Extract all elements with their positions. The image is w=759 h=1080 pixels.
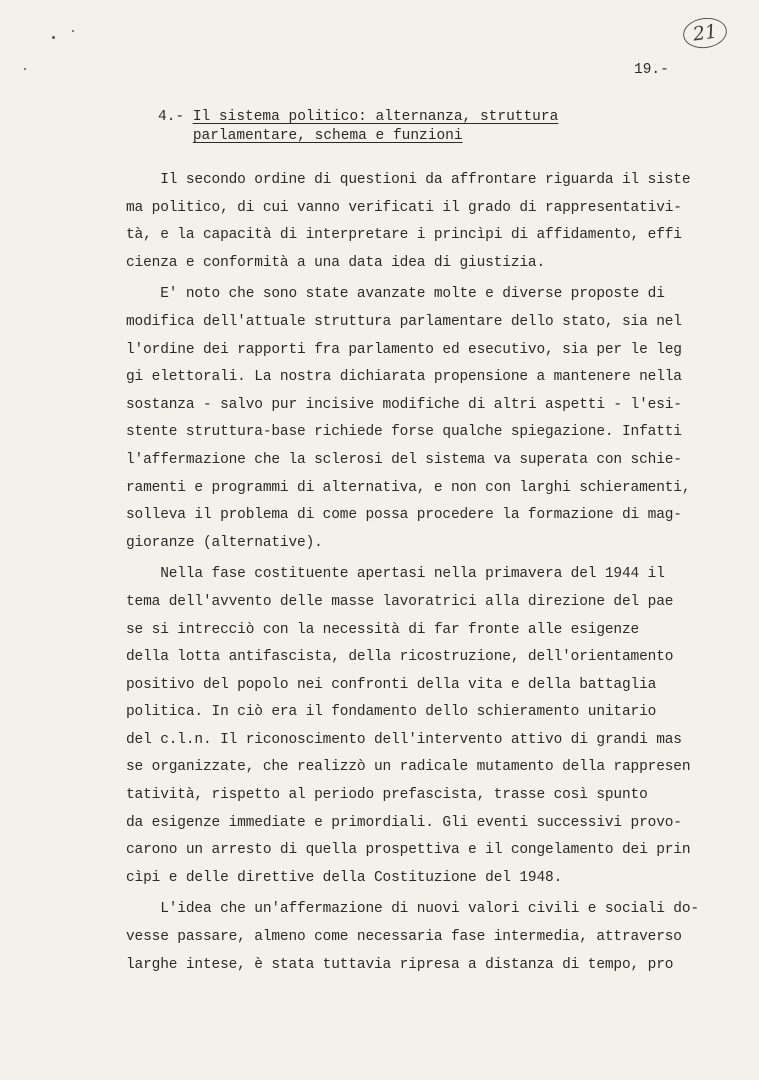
page-stamp: 21 [681, 15, 729, 51]
text-line: carono un arresto di quella prospettiva e il congelamento dei prin [126, 842, 691, 859]
text-line: Nella fase costituente apertasi nella primavera del 1944 il [126, 566, 665, 583]
text-line: sostanza - salvo pur incisive modifiche di altri aspetti - l'esi- [126, 396, 682, 413]
text-line: l'affermazione che la sclerosi del sistema va superata con schie- [126, 451, 682, 468]
paragraph [126, 167, 746, 277]
text-line: l'ordine dei rapporti fra parlamento ed esecutivo, sia per le leg [126, 341, 682, 358]
text-line: tatività, rispetto al periodo prefascista, trasse così spunto [126, 787, 648, 804]
text-line: da esigenze immediate e primordiali. Gli eventi successivi provo- [126, 814, 682, 831]
text-line: se organizzate, che realizzò un radicale mutamento della rappresen [126, 759, 691, 776]
text-line: tema dell'avvento delle masse lavoratrici alla direzione del pae [126, 593, 674, 610]
text-line: L'idea che un'affermazione di nuovi valori civili e sociali do- [126, 901, 699, 918]
text-line: del c.l.n. Il riconoscimento dell'intervento attivo di grandi mas [126, 731, 682, 748]
text-line: gioranze (alternative). [126, 534, 323, 551]
text-line: tà, e la capacità di interpretare i princìpi di affidamento, effi [126, 227, 682, 244]
text-line: larghe intese, è stata tuttavia ripresa a distanza di tempo, pro [126, 956, 674, 973]
heading-text: parlamentare, schema e funzioni [192, 128, 463, 144]
text-line: gi elettorali. La nostra dichiarata propensione a mantenere nella [126, 369, 682, 386]
text-line: cienza e conformità a una data idea di giustizia. [126, 254, 546, 271]
text-line: cìpi e delle direttive della Costituzione del 1948. [126, 869, 563, 886]
text-line: vesse passare, almeno come necessaria fase intermedia, attraverso [126, 929, 682, 946]
text-line: positivo del popolo nei confronti della vita e della battaglia [126, 676, 657, 693]
text-line: stente struttura-base richiede forse qualche spiegazione. Infatti [126, 424, 682, 441]
text-line: modifica dell'attuale struttura parlamentare dello stato, sia nel [126, 313, 682, 330]
text-line: della lotta antifascista, della ricostruzione, dell'orientamento [126, 649, 674, 666]
section-heading [158, 108, 558, 146]
body-text [126, 167, 746, 979]
paragraph [126, 561, 746, 892]
paragraph [126, 896, 746, 979]
paragraph [126, 281, 746, 557]
heading-line-1 [158, 108, 558, 127]
text-line: politica. In ciò era il fondamento dello schieramento unitario [126, 704, 657, 721]
text-line: se si intrecciò con la necessità di far fronte alle esigenze [126, 621, 640, 638]
page-number: 19.- [634, 62, 669, 78]
text-line: Il secondo ordine di questioni da affrontare riguarda il siste [126, 172, 691, 188]
paper-speck [52, 36, 55, 39]
text-line: solleva il problema di come possa procedere la formazione di mag- [126, 507, 682, 524]
text-line: ramenti e programmi di alternativa, e non con larghi schieramenti, [126, 479, 691, 496]
paper-speck [24, 68, 26, 70]
heading-text: 4.- Il sistema politico: alternanza, struttura [158, 109, 559, 125]
heading-line-2 [158, 127, 558, 146]
paper-speck [72, 30, 74, 32]
text-line: E' noto che sono state avanzate molte e diverse proposte di [126, 286, 665, 303]
text-line: ma politico, di cui vanno verificati il grado di rappresentativi- [126, 199, 682, 216]
